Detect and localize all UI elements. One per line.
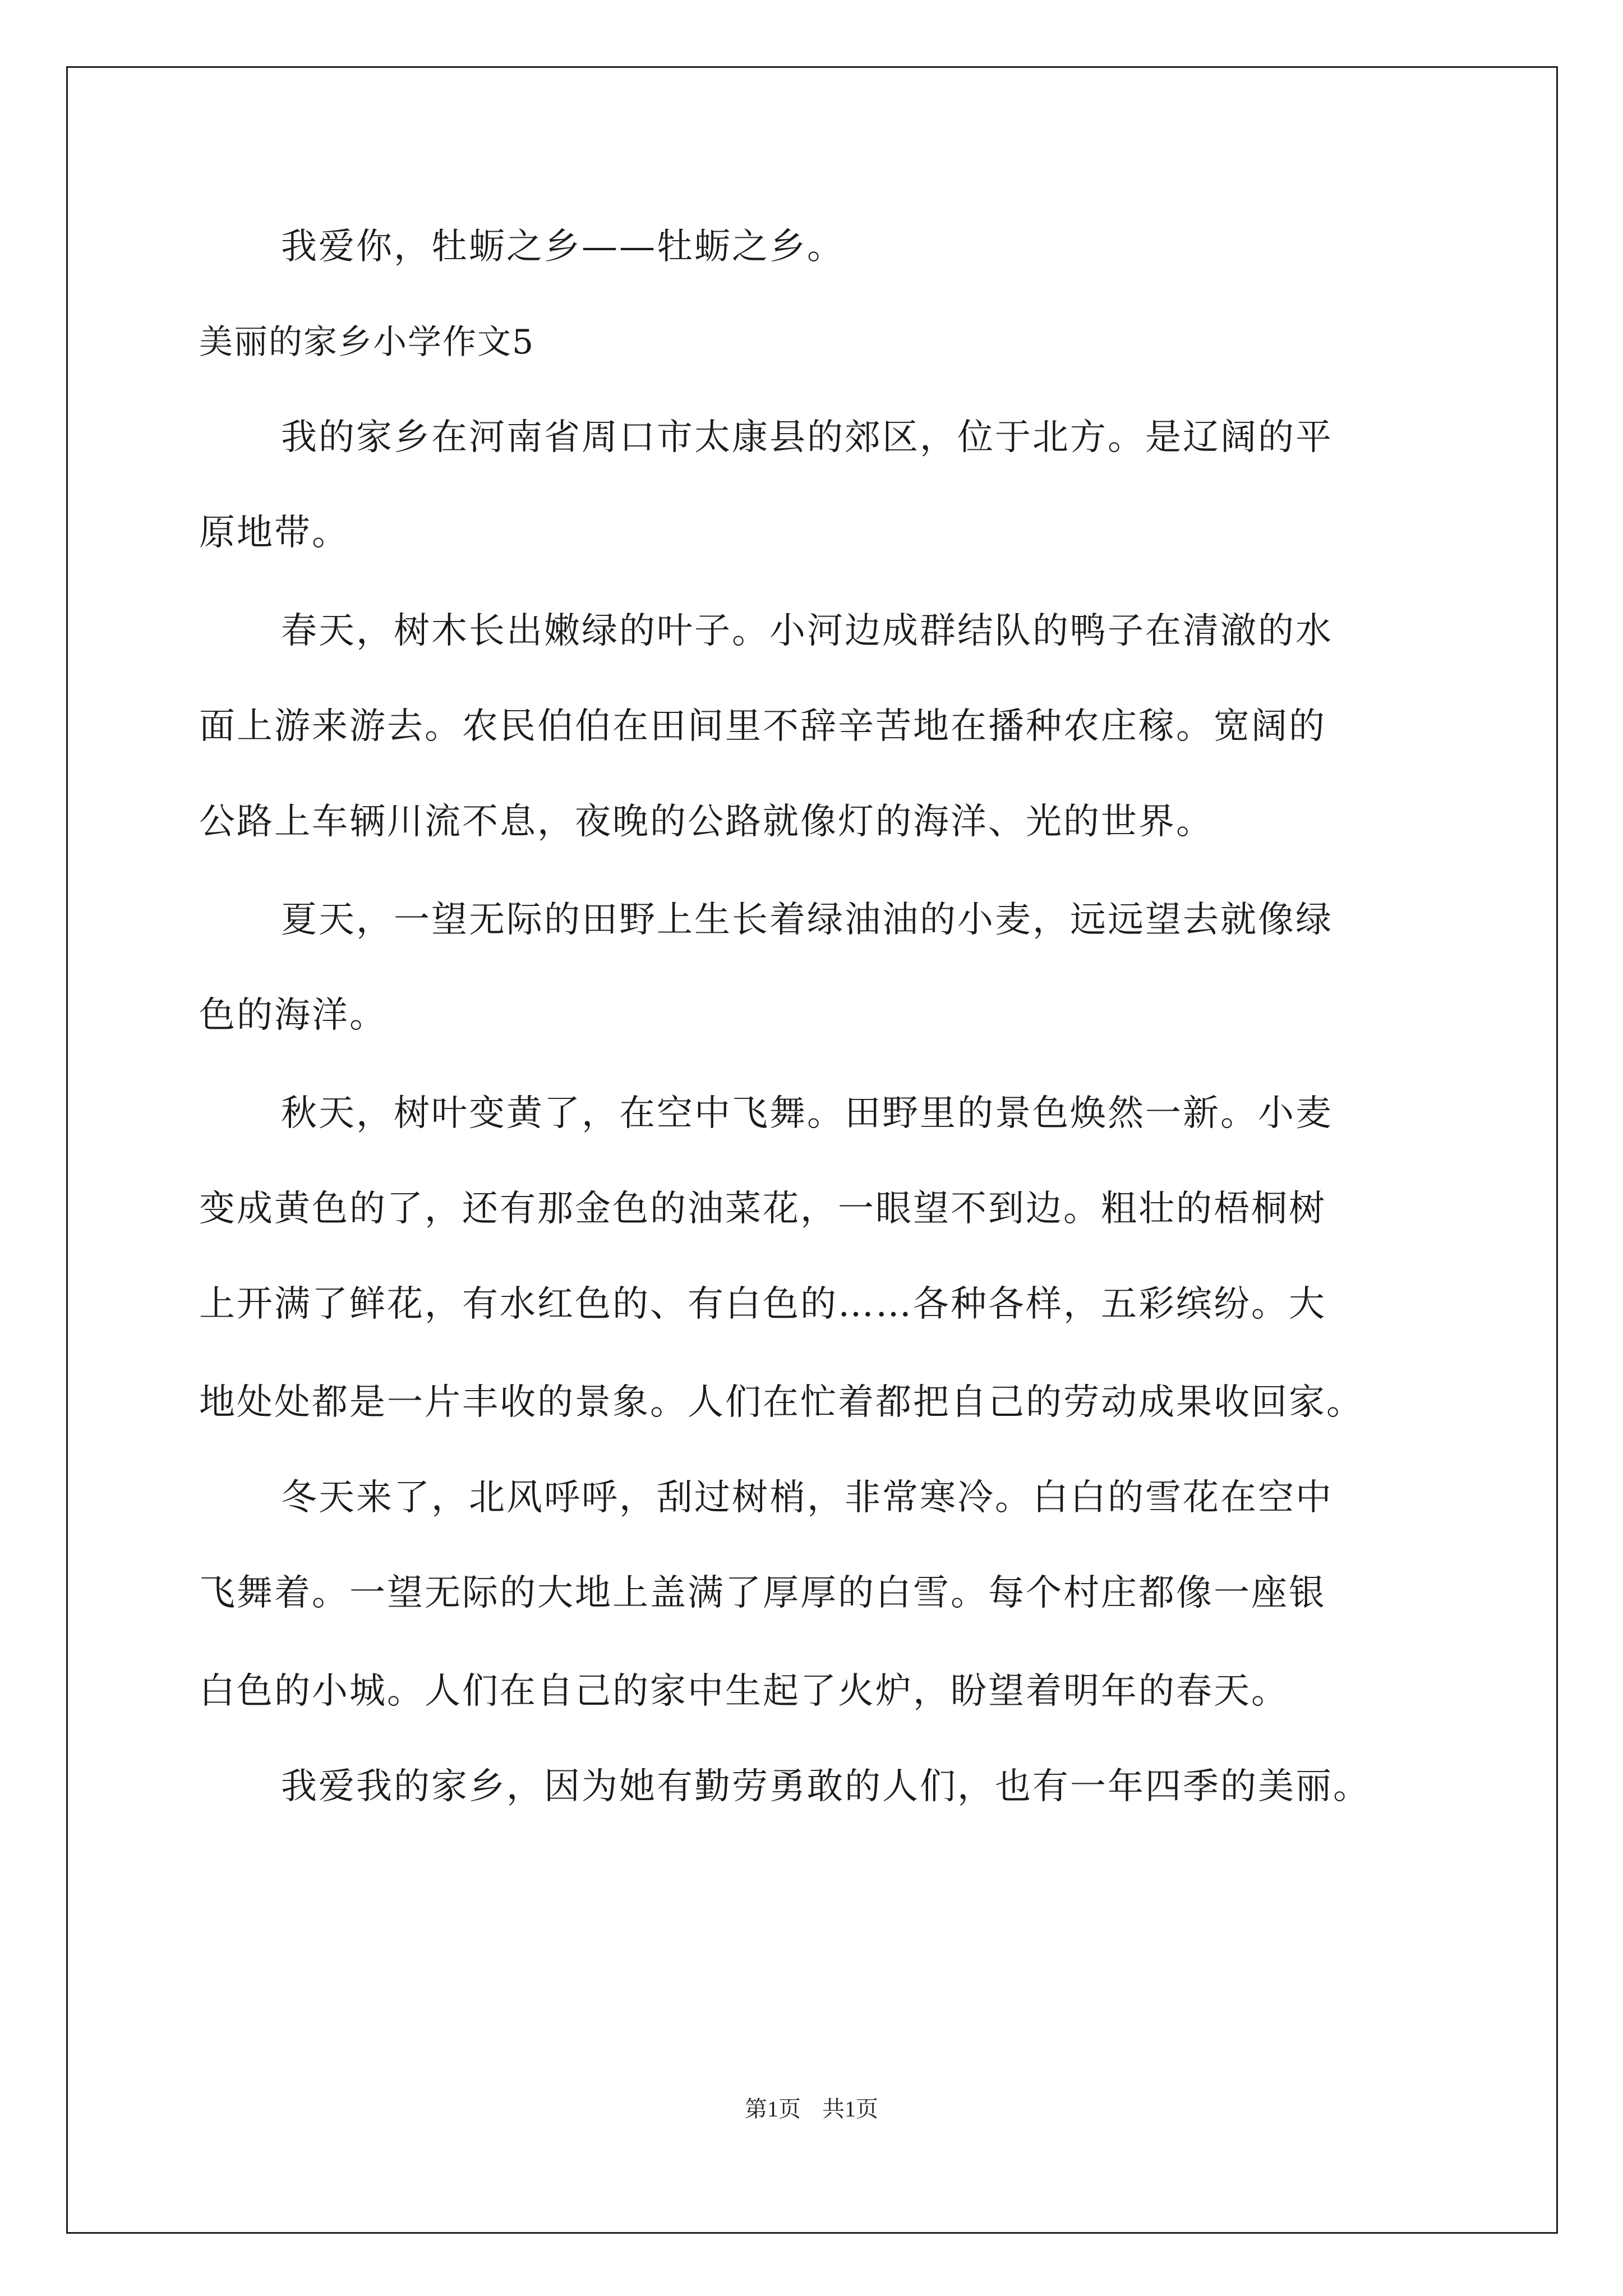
paragraph-line: 冬天来了，北风呼呼，刮过树梢，非常寒冷。白白的雪花在空中 bbox=[281, 1477, 1333, 1519]
section-heading: 美丽的家乡小学作文5 bbox=[199, 323, 535, 362]
paragraph-line: 上开满了鲜花，有水红色的、有白色的……各种各样，五彩缤纷。大 bbox=[199, 1283, 1326, 1325]
paragraph-line: 飞舞着。一望无际的大地上盖满了厚厚的白雪。每个村庄都像一座银 bbox=[199, 1572, 1326, 1614]
paragraph-line: 地处处都是一片丰收的景象。人们在忙着都把自己的劳动成果收回家。 bbox=[199, 1382, 1364, 1423]
paragraph-line: 春天，树木长出嫩绿的叶子。小河边成群结队的鸭子在清澈的水 bbox=[281, 610, 1333, 652]
paragraph-line: 白色的小城。人们在自己的家中生起了火炉，盼望着明年的春天。 bbox=[199, 1671, 1289, 1712]
paragraph-line: 我爱我的家乡，因为她有勤劳勇敢的人们，也有一年四季的美丽。 bbox=[281, 1766, 1371, 1807]
page-footer bbox=[0, 2092, 1623, 2126]
paragraph-line: 我的家乡在河南省周口市太康县的郊区，位于北方。是辽阔的平 bbox=[281, 417, 1333, 458]
page-number-current: 第1页 bbox=[745, 2096, 801, 2122]
paragraph-line: 原地带。 bbox=[199, 512, 349, 554]
paragraph-line: 公路上车辆川流不息，夜晚的公路就像灯的海洋、光的世界。 bbox=[199, 801, 1214, 843]
paragraph-line: 秋天，树叶变黄了，在空中飞舞。田野里的景色焕然一新。小麦 bbox=[281, 1093, 1333, 1134]
paragraph-line: 面上游来游去。农民伯伯在田间里不辞辛苦地在播种农庄稼。宽阔的 bbox=[199, 706, 1326, 747]
paragraph-line: 变成黄色的了，还有那金色的油菜花，一眼望不到边。粗壮的梧桐树 bbox=[199, 1188, 1326, 1230]
paragraph-line: 夏天，一望无际的田野上生长着绿油油的小麦，远远望去就像绿 bbox=[281, 899, 1333, 941]
page-border bbox=[66, 66, 1558, 2234]
paragraph-line: 我爱你，牡蛎之乡——牡蛎之乡。 bbox=[281, 226, 845, 268]
page-number-total: 共1页 bbox=[822, 2096, 878, 2122]
paragraph-line: 色的海洋。 bbox=[199, 995, 387, 1036]
